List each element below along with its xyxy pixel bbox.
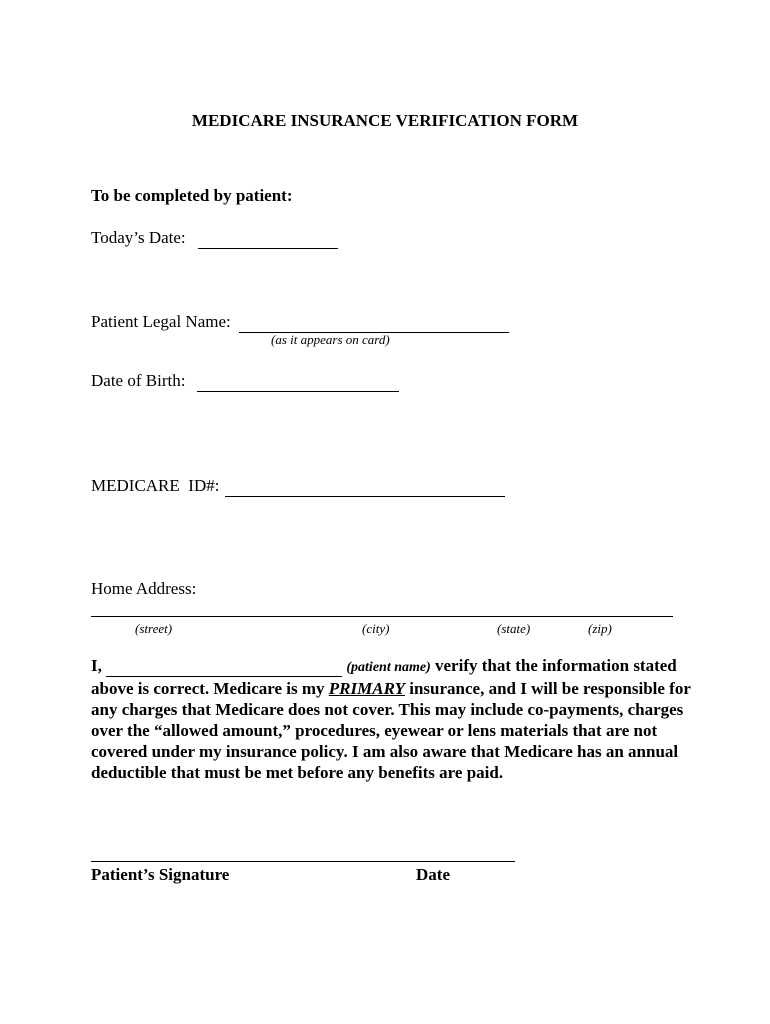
medicare-id-field[interactable] xyxy=(225,478,505,497)
street-caption: (street) xyxy=(135,621,173,636)
legal-name-label: Patient Legal Name: xyxy=(91,312,231,331)
legal-name-field[interactable] xyxy=(239,314,509,333)
home-address-row xyxy=(91,579,196,599)
medicare-id-row xyxy=(91,476,505,497)
patient-name-field[interactable] xyxy=(106,660,342,677)
attestation-prefix: I, xyxy=(91,656,102,675)
city-caption: (city) xyxy=(362,621,390,636)
attestation-text-1: verify that the information stated above is correct. Medicare is my xyxy=(91,656,677,698)
home-address-label: Home Address: xyxy=(91,579,197,598)
patient-name-hint: (patient name) xyxy=(346,660,431,675)
primary-emphasis: PRIMARY xyxy=(328,679,405,698)
medicare-id-label: MEDICARE ID#: xyxy=(91,476,220,495)
dob-label: Date of Birth: xyxy=(91,371,186,390)
attestation-text-2: insurance, and I will be responsible for any charges that Medicare does not cover. This may include co-payments, charges over the “allowed amount,” procedures, eyewear or lens materials that are not covered under my insurance policy. I am also aware that Medicare has an annual deductible that must be met before any benefits are paid. xyxy=(91,679,691,782)
legal-name-row xyxy=(91,312,509,333)
form-title: MEDICARE INSURANCE VERIFICATION FORM xyxy=(191,111,579,130)
date-label: Date xyxy=(416,865,450,884)
home-address-field[interactable] xyxy=(91,598,673,617)
dob-field[interactable] xyxy=(197,373,399,392)
dob-row xyxy=(91,371,399,392)
legal-name-caption: (as it appears on card) xyxy=(271,332,390,347)
section-heading: To be completed by patient: xyxy=(91,186,293,205)
state-caption: (state) xyxy=(497,621,531,636)
signature-field[interactable] xyxy=(91,843,515,862)
todays-date-label: Today’s Date: xyxy=(91,228,186,247)
signature-label: Patient’s Signature xyxy=(91,865,230,884)
todays-date-row xyxy=(91,228,338,249)
attestation-paragraph xyxy=(91,655,691,783)
zip-caption: (zip) xyxy=(588,621,612,636)
todays-date-field[interactable] xyxy=(198,230,338,249)
